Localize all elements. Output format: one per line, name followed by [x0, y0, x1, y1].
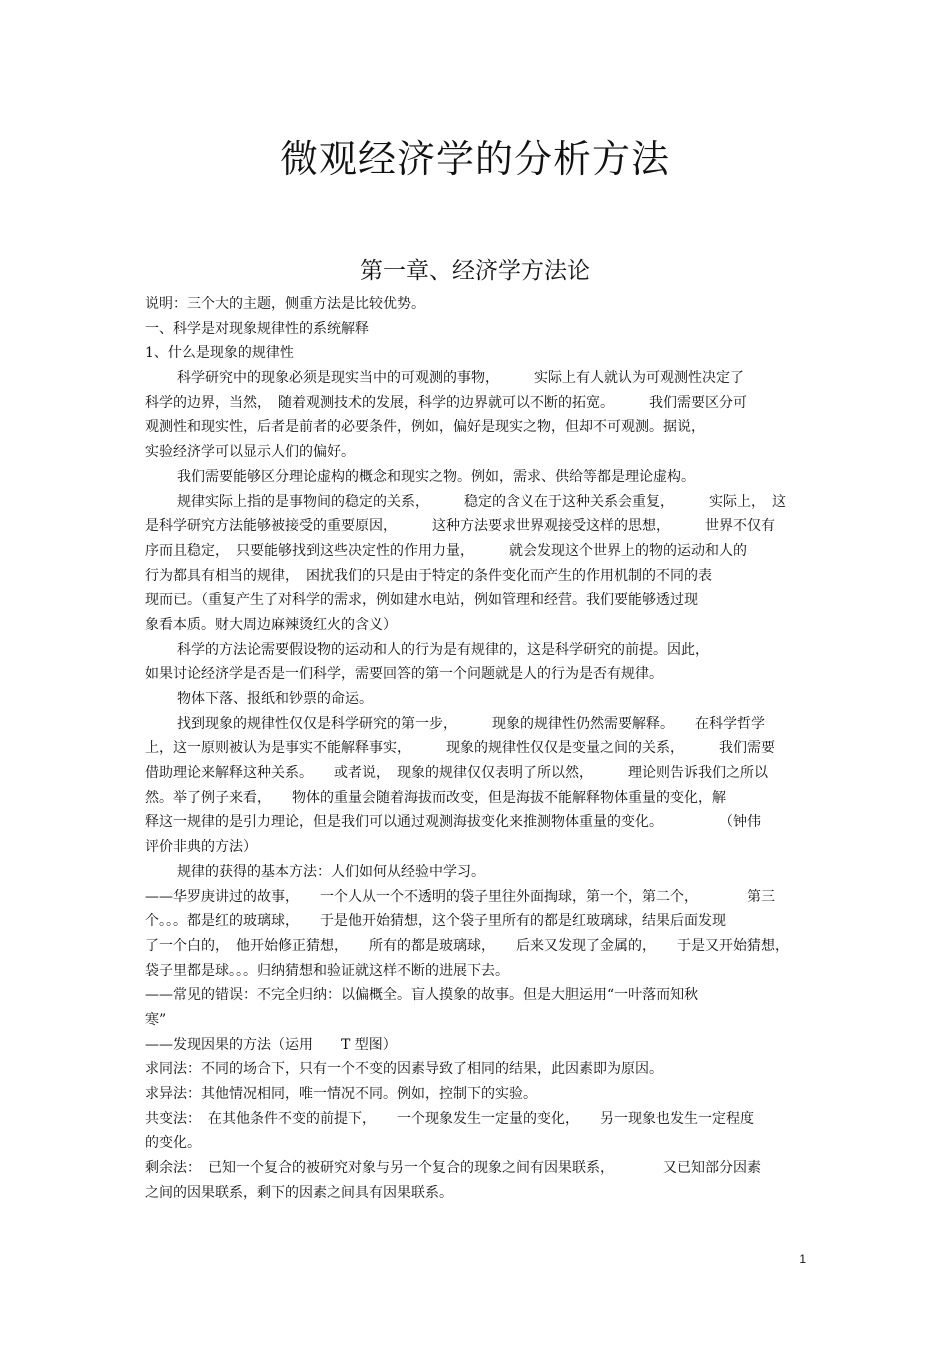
text-line: 实验经济学可以显示人们的偏好。	[145, 444, 355, 461]
text-line: 规律实际上指的是事物间的稳定的关系， 稳定的含义在于这种关系会重复， 实际上， 这	[177, 493, 786, 510]
text-line: 剩余法： 已知一个复合的被研究对象与另一个复合的现象之间有因果联系， 又已知部分因素	[145, 1160, 761, 1177]
text-line: 规律的获得的基本方法：人们如何从经验中学习。	[177, 863, 485, 880]
text-line: 共变法： 在其他条件不变的前提下， 一个现象发生一定量的变化， 另一现象也发生一定程度	[145, 1110, 754, 1127]
document-body	[145, 292, 805, 1205]
text-line: 1、什么是现象的规律性	[145, 345, 294, 362]
text-line: 上，这一原则被认为是事实不能解释事实， 现象的规律性仅仅是变量之间的关系， 我们需要	[145, 740, 775, 757]
text-line: 行为都具有相当的规律， 困扰我们的只是由于特定的条件变化而产生的作用机制的不同的表	[145, 567, 712, 584]
text-line: 个。。。都是红的玻璃球， 于是他开始猜想，这个袋子里所有的都是红玻璃球，结果后面发现	[145, 913, 726, 930]
text-line: 的变化。	[145, 1135, 201, 1152]
text-line: 观测性和现实性，后者是前者的必要条件，例如，偏好是现实之物，但却不可观测。据说，	[145, 419, 705, 436]
text-line: 科学的方法论需要假设物的运动和人的行为是有规律的，这是科学研究的前提。因此，	[177, 641, 709, 658]
text-line: 如果讨论经济学是否是一们科学，需要回答的第一个问题就是人的行为是否有规律。	[145, 666, 663, 683]
text-line: 了一个白的， 他开始修正猜想， 所有的都是玻璃球， 后来又发现了金属的， 于是又开始猜想，	[145, 937, 789, 954]
text-line: 现而已。（重复产生了对科学的需求，例如建水电站，例如管理和经营。我们要能够透过现	[145, 592, 698, 609]
text-line: 释这一规律的是引力理论，但是我们可以通过观测海拔变化来推测物体重量的变化。 （钟伟	[145, 814, 761, 831]
text-line: 然。举了例子来看， 物体的重量会随着海拔而改变，但是海拔不能解释物体重量的变化，解	[145, 789, 726, 806]
text-line: 找到现象的规律性仅仅是科学研究的第一步， 现象的规律性仍然需要解释。 在科学哲学	[177, 715, 765, 732]
text-line: 借助理论来解释这种关系。 或者说， 现象的规律仅仅表明了所以然， 理论则告诉我们之所以	[145, 765, 768, 782]
text-line: 物体下落、报纸和钞票的命运。	[177, 691, 373, 707]
text-line: 象看本质。财大周边麻辣烫红火的含义）	[145, 616, 397, 633]
text-line: ——华罗庚讲过的故事， 一个人从一个不透明的袋子里往外面掏球，第一个，第二个， 第三	[145, 888, 775, 905]
text-line: 求异法：其他情况相同，唯一情况不同。例如，控制下的实验。	[145, 1086, 537, 1102]
chapter-heading: 第一章、经济学方法论	[360, 258, 590, 284]
text-line: 科学的边界，当然， 随着观测技术的发展，科学的边界就可以不断的拓宽。 我们需要区分可	[145, 394, 747, 411]
text-line: 是科学研究方法能够被接受的重要原因， 这种方法要求世界观接受这样的思想， 世界不仅有	[145, 518, 775, 535]
text-line: 求同法：不同的场合下，只有一个不变的因素导致了相同的结果，此因素即为原因。	[145, 1061, 663, 1078]
text-line: 我们需要能够区分理论虚构的概念和现实之物。例如，需求、供给等都是理论虚构。	[177, 468, 695, 485]
text-line: 袋子里都是球。。。归纳猜想和验证就这样不断的进展下去。	[145, 962, 509, 979]
text-line: 之间的因果联系，剩下的因素之间具有因果联系。	[145, 1184, 453, 1201]
text-line: 评价非典的方法）	[145, 839, 257, 856]
page-number: 1	[799, 1252, 806, 1266]
text-line: 序而且稳定， 只要能够找到这些决定性的作用力量， 就会发现这个世界上的物的运动和人的	[145, 542, 747, 559]
text-line: 一、科学是对现象规律性的系统解释	[145, 320, 369, 337]
document-title: 微观经济学的分析方法	[279, 137, 670, 181]
text-line: 说明：三个大的主题，侧重方法是比较优势。	[145, 296, 425, 312]
text-line: ——发现因果的方法（运用 T 型图）	[145, 1036, 397, 1053]
text-line: 寒”	[145, 1011, 167, 1028]
text-line: ——常见的错误：不完全归纳：以偏概全。盲人摸象的故事。但是大胆运用“一叶落而知秋	[145, 987, 699, 1004]
text-line: 科学研究中的现象必须是现实当中的可观测的事物， 实际上有人就认为可观测性决定了	[177, 370, 744, 387]
